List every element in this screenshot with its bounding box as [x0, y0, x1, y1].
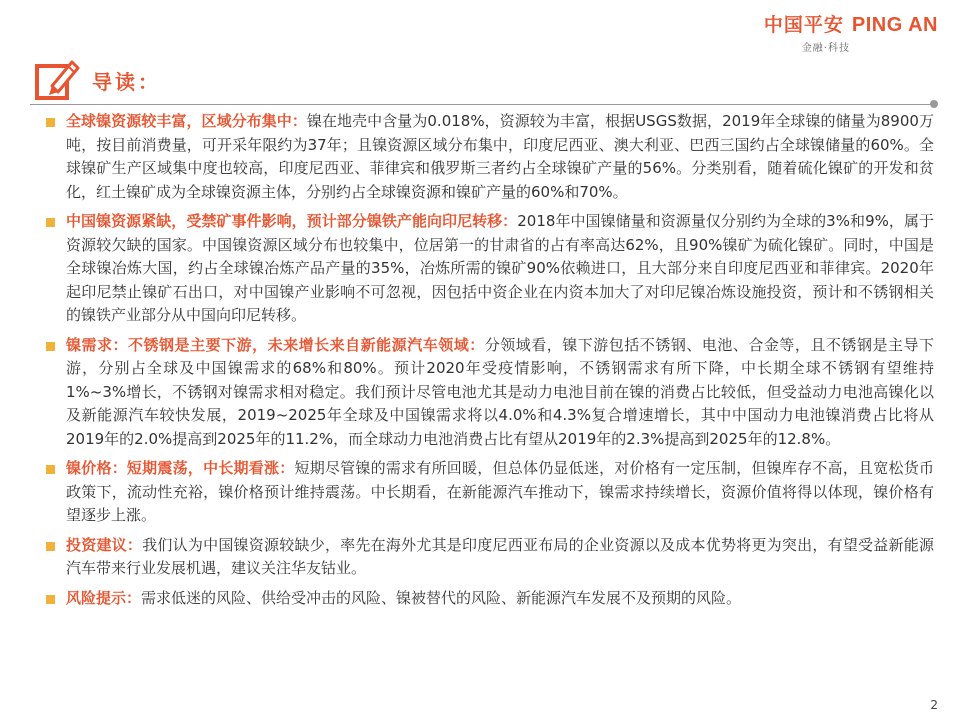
item-heading: 中国镍资源紧缺，受禁矿事件影响，预计部分镍铁产能向印尼转移：	[66, 212, 518, 230]
list-item	[46, 587, 934, 611]
item-body: 2018年中国镍储量和资源量仅分别约为全球的3%和9%，属于资源较欠缺的国家。中国镍资源区域分布也较集中，位居第一的甘肃省的占有率高达62%，且90%镍矿为硫化镍矿。同时，中国是全球镍冶炼大国，约占全球镍冶炼产品产量的35%，冶炼所需的镍矿90%依赖进口，且大部分来自印度尼西亚和菲律宾。2020年起印尼禁止镍矿石出口，对中国镍产业影响不可忽视，因包括中资企业在内资本加大了对印尼镍冶炼设施投资，预计和不锈钢相关的镍铁产业部分从中国向印尼转移。	[66, 212, 934, 324]
square-bullet-icon	[46, 218, 55, 227]
pencil-note-icon	[34, 56, 80, 102]
item-heading: 全球镍资源较丰富，区域分布集中：	[66, 112, 307, 130]
item-body: 分领域看，镍下游包括不锈钢、电池、合金等，且不锈钢是主导下游，分别占全球及中国镍需求的68%和80%。预计2020年受疫情影响，不锈钢需求有所下降，中长期全球不锈钢有望维持1%~3%增长，不锈钢对镍需求相对稳定。我们预计尽管电池尤其是动力电池目前在镍的消费占比较低，但受益动力电池高镍化以及新能源汽车较快发展，2019~2025年全球及中国镍需求将以4.0%和4.3%复合增速增长，其中中国动力电池镍消费占比将从2019年的2.0%提高到2025年的11.2%，而全球动力电池消费占比有望从2019年的2.3%提高到2025年的12.8%。	[66, 335, 934, 448]
list-item	[46, 457, 934, 528]
square-bullet-icon	[46, 595, 55, 604]
page-title: 导读：	[92, 70, 161, 94]
square-bullet-icon	[46, 542, 55, 551]
square-bullet-icon	[46, 118, 55, 127]
page-number: 2	[930, 698, 938, 712]
logo-cn-text: 中国平安	[763, 14, 844, 36]
list-item	[46, 210, 934, 328]
list-item	[46, 334, 934, 452]
logo-wordmark	[764, 10, 938, 37]
item-heading: 风险提示：	[66, 588, 142, 607]
list-item	[46, 110, 934, 204]
item-body: 镍在地壳中含量为0.018%，资源较为丰富，根据USGS数据，2019年全球镍的储量为8900万吨，按目前消费量，可开采年限约为37年；且镍资源区域分布集中，印度尼西亚、澳大利亚、巴西三国约占全球镍储量的60%。全球镍矿生产区域集中度也较高，印度尼西亚、菲律宾和俄罗斯三者约占全球镍矿产量的56%。分类别看，随着硫化镍矿的开发和贫化，红土镍矿成为全球镍资源主体，分别约占全球镍资源和镍矿产量的60%和70%。	[66, 112, 934, 201]
square-bullet-icon	[46, 465, 55, 474]
divider-end-dot	[930, 100, 938, 108]
square-bullet-icon	[46, 342, 55, 351]
item-heading: 镍价格：短期震荡，中长期看涨：	[66, 459, 295, 477]
logo-tagline: 金融·科技	[801, 43, 850, 54]
logo-en-text: PING AN	[851, 14, 938, 36]
item-heading: 镍需求：不锈钢是主要下游，未来增长来自新能源汽车领域：	[66, 335, 485, 354]
item-heading: 投资建议：	[66, 535, 143, 554]
pingan-logo	[764, 10, 938, 54]
summary-list	[46, 110, 934, 616]
item-body: 我们认为中国镍资源较缺少，率先在海外尤其是印度尼西亚布局的企业资源以及成本优势将更为突出，有望受益新能源汽车带来行业发展机遇，建议关注华友钴业。	[66, 535, 934, 577]
header-divider	[30, 104, 930, 105]
list-item	[46, 534, 934, 581]
item-body: 需求低迷的风险、供给受冲击的风险、镍被替代的风险、新能源汽车发展不及预期的风险。	[141, 588, 742, 607]
item-body: 短期尽管镍的需求有所回暖，但总体仍显低迷，对价格有一定压制，但镍库存不高，且宽松货币政策下，流动性充裕，镍价格预计维持震荡。中长期看，在新能源汽车推动下，镍需求持续增长，资源价值将得以体现，镍价格有望逐步上涨。	[66, 459, 934, 524]
